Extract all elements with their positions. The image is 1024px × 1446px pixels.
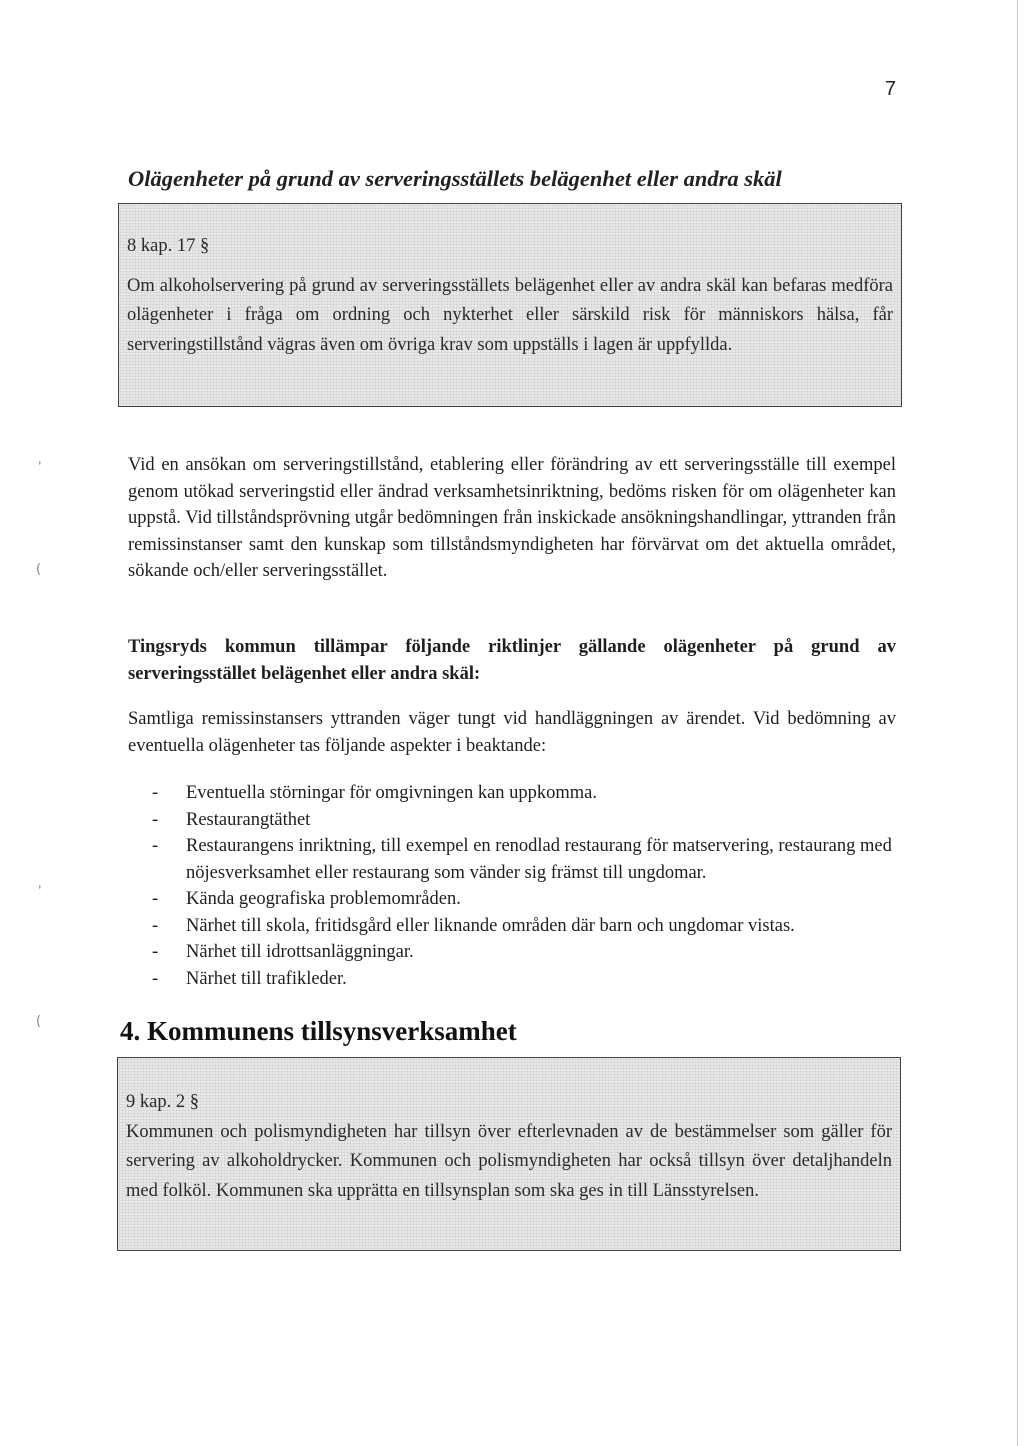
list-item-text: Restaurangtäthet (186, 809, 311, 830)
assessment-paragraph: Samtliga remissinstansers yttranden väger tungt vid handläggningen av ärendet. Vid bedömning av eventuella olägenheter tas följande aspekter i beaktande: (128, 709, 896, 756)
list-item (128, 966, 896, 993)
guideline-intro: Tingsryds kommun tillämpar följande riktlinjer gällande olägenheter på grund av serveringsstället belägenhet eller andra skäl: (128, 637, 896, 684)
scan-margin-mark: ' (38, 460, 42, 475)
law-reference: 9 kap. 2 § (126, 1092, 199, 1112)
section-heading: Olägenheter på grund av serveringsställets belägenhet eller andra skäl (128, 166, 782, 191)
list-item-text: Närhet till idrottsanläggningar. (186, 942, 414, 962)
law-quote-box-9-kap-2 (117, 1057, 901, 1251)
bullet-dash: - (152, 889, 159, 909)
list-item-text: Närhet till skola, fritidsgård eller liknande områden där barn och ungdomar vistas. (186, 915, 795, 936)
bullet-dash: - (152, 942, 159, 962)
list-item-text: Kända geografiska problemområden. (186, 889, 461, 909)
list-item (128, 807, 896, 834)
application-assessment-paragraph: Vid en ansökan om serveringstillstånd, etablering eller förändring av ett serveringsställe till exempel genom utökad serveringstid eller ändrad verksamhetsinriktning, bedöms risken för om olägenheter kan uppstå. Vid tillståndsprövning utgår bedömningen från inskickade ansökningshandlingar, yttranden från remissinstanser samt den kunskap som tillståndsmyndigheten har förvärvat om det aktuella området, sökande och/eller serveringsstället. (128, 455, 896, 581)
scan-margin-mark: ( (36, 1014, 42, 1029)
list-item (128, 913, 896, 940)
list-item-text: Närhet till trafikleder. (186, 968, 347, 989)
bullet-dash: - (152, 915, 159, 936)
list-item (128, 780, 896, 807)
list-item (128, 939, 896, 966)
scan-margin-mark: ' (38, 884, 42, 899)
law-reference: 8 kap. 17 § (127, 236, 210, 256)
law-text: Kommunen och polismyndigheten har tillsyn över efterlevnaden av de bestämmelser som gäller för servering av alkoholdrycker. Kommunen och polismyndigheten har också tillsyn över detaljhandeln med folköl. Kommunen ska upprätta en tillsynsplan som ska ges in till Länsstyrelsen. (126, 1121, 892, 1201)
law-text: Om alkoholservering på grund av serveringsställets belägenhet eller av andra skäl kan befaras medföra olägenheter i fråga om ordning och nykterhet eller särskild risk för människors hälsa, får serveringstillstånd vägras även om övriga krav som uppställs i lagen är uppfyllda. (127, 275, 893, 355)
bullet-dash: - (152, 836, 159, 856)
list-item (128, 833, 896, 886)
list-item-text: Restaurangens inriktning, till exempel en renodlad restaurang för matservering, restaurang med nöjesverksamhet eller restaurang som vänder sig främst till ungdomar. (186, 836, 892, 883)
list-item (128, 886, 896, 913)
aspect-list (128, 780, 896, 992)
law-quote-box-8-kap-17 (118, 203, 902, 407)
scan-margin-mark: ( (36, 562, 42, 577)
chapter-heading: 4. Kommunens tillsynsverksamhet (120, 1016, 517, 1046)
bullet-dash: - (152, 968, 159, 989)
page-number: 7 (884, 78, 896, 100)
bullet-dash: - (152, 783, 159, 803)
bullet-dash: - (152, 809, 159, 830)
list-item-text: Eventuella störningar för omgivningen kan uppkomma. (186, 783, 598, 803)
page-edge (1017, 0, 1018, 1446)
